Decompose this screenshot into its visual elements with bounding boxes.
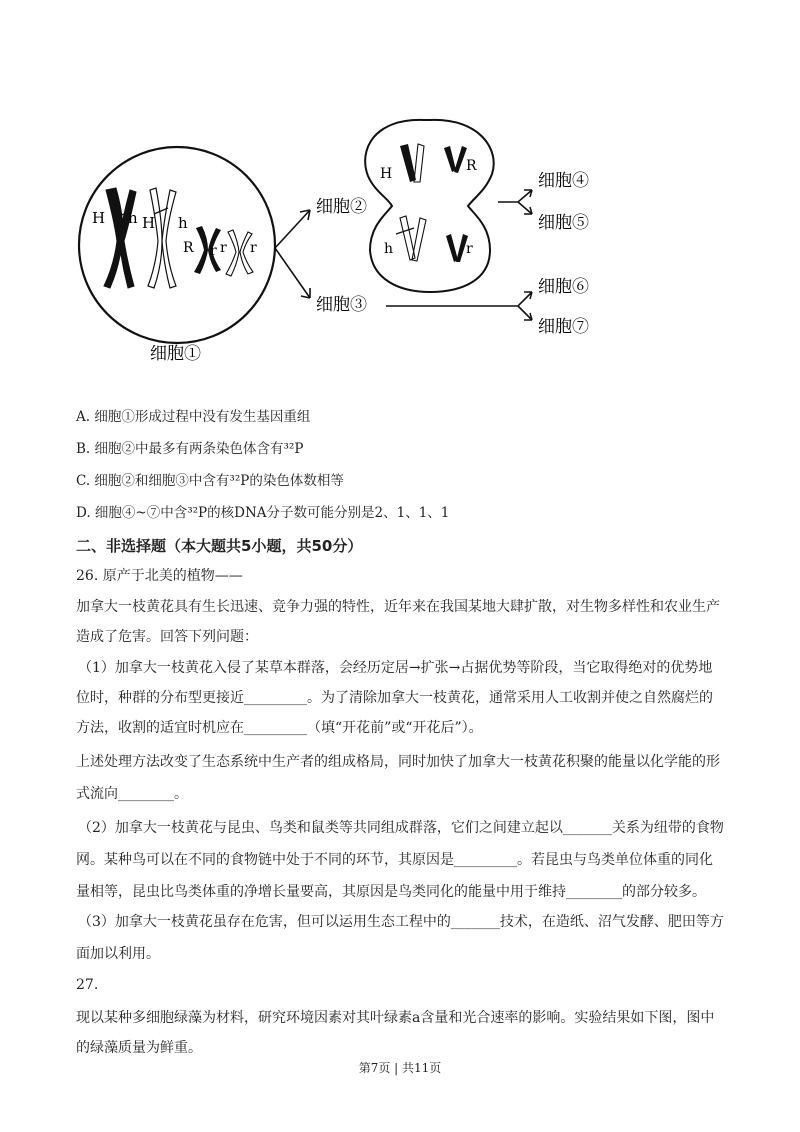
q26-stem-1: 26. 原产于北美的植物—— xyxy=(76,568,243,584)
arrow-to-cell3 xyxy=(275,248,310,298)
chromosome-h-light xyxy=(148,188,176,288)
q26-part1-line2: 位时，种群的分布型更接近_________。为了清除加拿大一枝黄花，通常采用人工收割并使之自然腐烂的 xyxy=(76,690,713,706)
cell5-label: 细胞⑤ xyxy=(538,213,589,233)
cell4-label: 细胞④ xyxy=(538,171,589,191)
cell-division-diagram xyxy=(70,110,630,380)
option-d: D. 细胞④~⑦中含³²P的核DNA分子数可能分别是2、1、1、1 xyxy=(76,505,450,521)
q26-part2-line3: 量相等，昆虫比鸟类体重的净增长量要高，其原因是鸟类同化的能量中用于维持________的部分较多。 xyxy=(76,884,706,900)
q27-line1: 现以某种多细胞绿藻为材料，研究环境因素对其叶绿素a含量和光合速率的影响。实验结果如下图，图中 xyxy=(76,1010,715,1026)
option-a: A. 细胞①形成过程中没有发生基因重组 xyxy=(76,409,311,425)
gene-H-label-2: H xyxy=(142,214,156,232)
q26-stem-2: 加拿大一枝黄花具有生长迅速、竞争力强的特性，近年来在我国某地大肆扩散，对生物多样性和农业生产 xyxy=(76,599,720,615)
chromosome-H-dark xyxy=(104,188,136,288)
q26-part3-line1: （3）加拿大一枝黄花虽存在危害，但可以运用生态工程中的_______技术，在造纸、沼气发酵、肥田等方 xyxy=(78,914,724,930)
gene-h-label-2: h xyxy=(178,214,188,232)
gene-h-label-3: h xyxy=(384,241,394,257)
q26-part3-line2: 面加以利用。 xyxy=(76,946,160,962)
gene-H-label-3: H xyxy=(380,166,393,182)
arrow-to-cell2 xyxy=(275,210,310,248)
cell2-chromosomes xyxy=(396,144,468,262)
gene-H-label-1: H xyxy=(92,209,106,227)
q26-part2-line2: 网。某种鸟可以在不同的食物链中处于不同的环节，其原因是_________。若昆虫与鸟类单位体重的同化 xyxy=(76,852,713,868)
section-title: 二、非选择题（本大题共5小题，共50分） xyxy=(76,537,363,555)
q27-number: 27. xyxy=(76,977,99,993)
gene-r-label-3: r xyxy=(250,240,257,256)
chromosome-r-light xyxy=(226,230,253,276)
gene-R-label-1: R xyxy=(183,240,194,256)
arrow-cell3-split xyxy=(386,292,532,320)
cell2-label: 细胞② xyxy=(316,197,367,217)
gene-r-label-2: r xyxy=(220,240,227,256)
cell1-label: 细胞① xyxy=(150,344,201,364)
page-footer: 第7页 | 共11页 xyxy=(358,1061,442,1075)
q26-part1-line1: （1）加拿大一枝黄花入侵了某草本群落，会经历定居→扩张→占据优势等阶段，当它取得绝对的优势地 xyxy=(78,660,713,676)
gene-r-label-1: r xyxy=(210,243,217,259)
cell3-label: 细胞③ xyxy=(316,295,367,315)
cell2-outline xyxy=(365,120,494,292)
q26-part2-line1: （2）加拿大一枝黄花与昆虫、鸟类和鼠类等共同组成群落，它们之间建立起以_______关系为纽带的食物 xyxy=(78,820,724,836)
option-b: B. 细胞②中最多有两条染色体含有³²P xyxy=(76,441,304,457)
gene-h-label-1: h xyxy=(128,209,138,227)
cell-division-figure xyxy=(70,110,630,380)
q26-stem-3: 造成了危害。回答下列问题： xyxy=(76,629,258,645)
q27-line2: 的绿藻质量为鲜重。 xyxy=(76,1040,202,1056)
cell7-label: 细胞⑦ xyxy=(538,317,589,337)
option-c: C. 细胞②和细胞③中含有³²P的染色体数相等 xyxy=(76,473,344,489)
arrow-cell2-split xyxy=(498,190,532,214)
chromosome-R-dark xyxy=(194,226,221,274)
q26-part1-line5: 式流向________。 xyxy=(76,786,188,802)
cell6-label: 细胞⑥ xyxy=(538,277,589,297)
gene-R-label-2: R xyxy=(466,158,477,174)
q26-part1-line4: 上述处理方法改变了生态系统中生产者的组成格局，同时加快了加拿大一枝黄花积聚的能量以化学能的形 xyxy=(76,754,720,770)
q26-part1-line3: 方法，收割的适宜时机应在_________（填“开花前”或“开花后”）。 xyxy=(76,720,483,736)
gene-r-label-4: r xyxy=(466,241,473,257)
